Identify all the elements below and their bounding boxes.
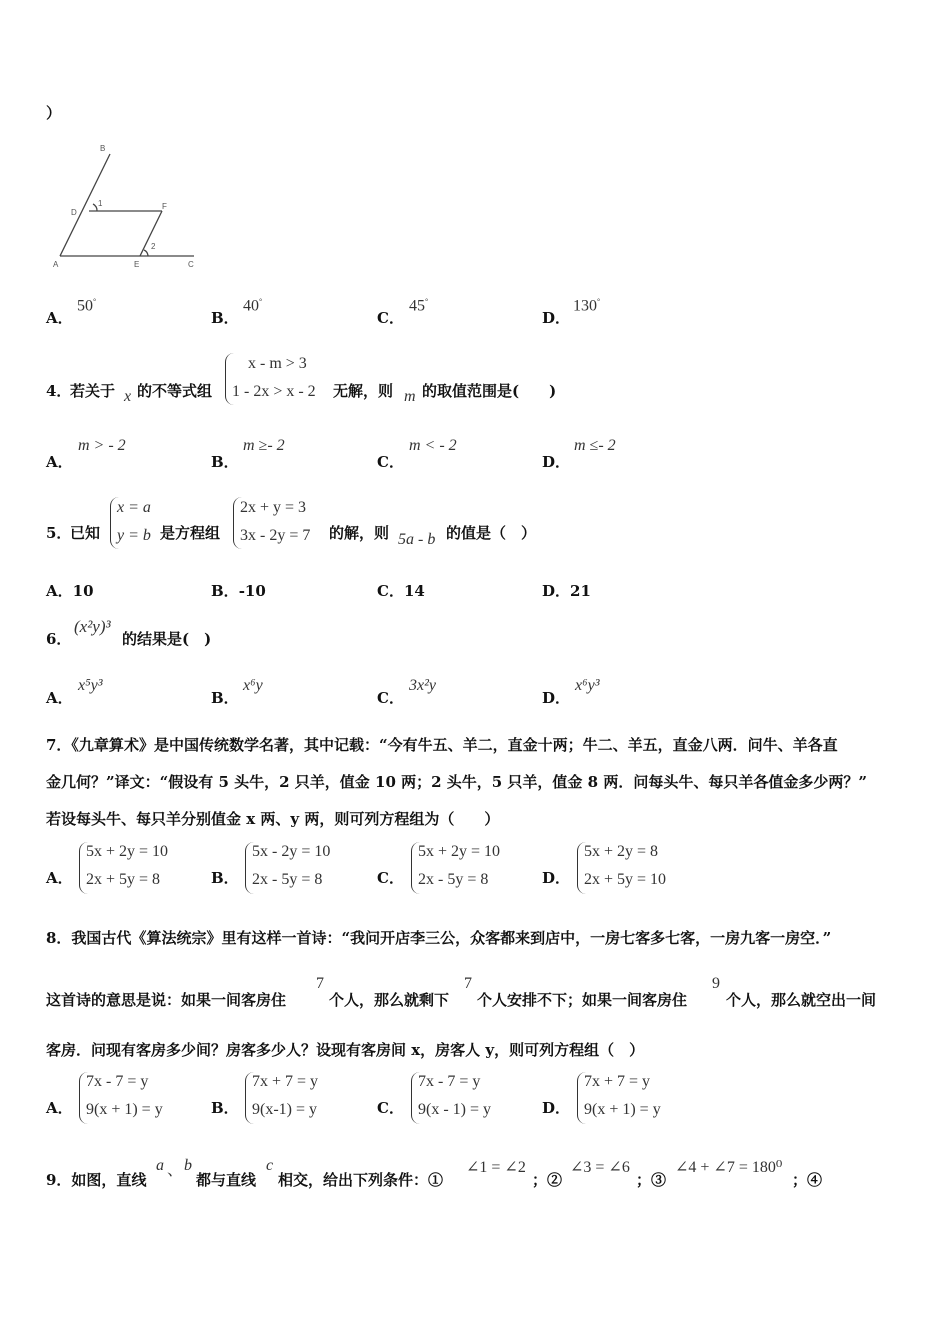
q8-line-2c: 个人安排不下；如果一间客房住 — [477, 991, 688, 1009]
q8-option-c-system: 7x - 7 = y 9(x - 1) = y — [418, 1073, 492, 1118]
q9-text-2: 都与直线 — [196, 1171, 257, 1189]
label-c: C — [188, 260, 194, 269]
q4-option-d[interactable]: D． — [542, 453, 571, 471]
q8-number-7a: 7 — [316, 975, 324, 992]
q9-separator: 、 — [167, 1162, 184, 1179]
q8-line-2a: 这首诗的意思是说：如果一间客房住 — [46, 991, 287, 1009]
label-b: B — [100, 144, 106, 153]
q4-option-c-value: m < - 2 — [409, 437, 457, 454]
q4-var-x: x — [124, 388, 132, 405]
q7-line-1: 7．《九章算术》是中国传统数学名著，其中记载：“今有牛五、羊二，直金十两；牛二、羊五，直金八两．问牛、羊各直 — [46, 736, 838, 754]
q7-line-3: 若设每头牛、每只羊分别值金 x 两、y 两，则可列方程组为（ ） — [46, 810, 500, 828]
q8-line-1: 8．我国古代《算法统宗》里有这样一首诗：“我问开店李三公，众客都来到店中，一房七客多七客，一房九客一房空．” — [46, 929, 832, 947]
q6-number: 6． — [46, 630, 72, 648]
label-2: 2 — [151, 242, 156, 251]
q9-text-1: 9．如图，直线 — [46, 1171, 147, 1189]
q8-option-c[interactable]: C． — [377, 1099, 404, 1117]
q4-option-a[interactable]: A． — [46, 453, 73, 471]
q9-condition-1: ∠1 = ∠2 — [466, 1159, 526, 1176]
q5-text-1: 已知 — [70, 524, 101, 542]
q6-option-c-value: 3x²y — [409, 677, 436, 694]
q7-option-c[interactable]: C． — [377, 869, 404, 887]
q9-var-c: c — [266, 1157, 274, 1174]
label-f: F — [162, 202, 167, 211]
q3-option-a[interactable]: A． — [46, 309, 73, 327]
q4-option-a-value: m > - 2 — [78, 437, 126, 454]
q7-option-c-system: 5x + 2y = 10 2x - 5y = 8 — [418, 843, 501, 888]
q5-option-a[interactable]: A．10 — [46, 582, 94, 600]
q8-option-b-system: 7x + 7 = y 9(x-1) = y — [252, 1073, 319, 1118]
q5-text-3: 的解，则 — [329, 524, 390, 542]
q8-number-7b: 7 — [464, 975, 472, 992]
q5-option-c[interactable]: C．14 — [377, 582, 425, 600]
label-e: E — [134, 260, 140, 269]
q5-text-2: 是方程组 — [160, 524, 221, 542]
question-fragment: ） — [46, 104, 62, 122]
q8-number-9: 9 — [712, 975, 720, 992]
q6-expression: (x²y)³ — [74, 617, 111, 636]
q9-text-4: ；② — [532, 1171, 563, 1189]
q3-option-b[interactable]: B． — [211, 309, 239, 327]
q9-text-6: ；④ — [792, 1171, 823, 1189]
q7-option-b[interactable]: B． — [211, 869, 239, 887]
q5-option-b[interactable]: B．-10 — [211, 582, 266, 600]
q7-option-b-system: 5x - 2y = 10 2x - 5y = 8 — [252, 843, 331, 888]
q7-option-a-system: 5x + 2y = 10 2x + 5y = 8 — [86, 843, 169, 888]
q9-condition-3: ∠4 + ∠7 = 180⁰ — [675, 1159, 783, 1176]
q7-line-2: 金几何？”译文：“假设有 5 头牛，2 只羊，值金 10 两；2 头牛，5 只羊，值金 8 两．问每头牛、每只羊各值金多少两？” — [46, 773, 867, 791]
q6-option-a-value: x⁵y³ — [78, 677, 103, 694]
q4-text-1: 若关于 — [70, 382, 116, 400]
q9-var-a: a — [156, 1157, 164, 1174]
q6-text-1: 的结果是( ) — [122, 630, 212, 648]
q8-option-a[interactable]: A． — [46, 1099, 73, 1117]
q6-option-b[interactable]: B． — [211, 689, 239, 707]
q6-option-c[interactable]: C． — [377, 689, 404, 707]
q5-number: 5． — [46, 524, 72, 542]
q7-option-d-system: 5x + 2y = 8 2x + 5y = 10 — [584, 843, 667, 888]
q9-text-5: ；③ — [636, 1171, 667, 1189]
q8-option-a-system: 7x - 7 = y 9(x + 1) = y — [86, 1073, 163, 1118]
q8-option-d[interactable]: D． — [542, 1099, 571, 1117]
q5-option-d[interactable]: D．21 — [542, 582, 591, 600]
q4-option-c[interactable]: C． — [377, 453, 404, 471]
q6-option-b-value: x⁶y — [243, 677, 263, 694]
q9-var-b: b — [184, 1157, 192, 1174]
q6-option-d[interactable]: D． — [542, 689, 571, 707]
q5-text-4: 的值是（ ） — [446, 524, 537, 542]
q4-text-4: 的取值范围是( ) — [422, 382, 557, 400]
q4-number: 4． — [46, 382, 72, 400]
q6-option-d-value: x⁶y³ — [575, 677, 600, 694]
q3-option-d[interactable]: D． — [542, 309, 571, 327]
q9-condition-2: ∠3 = ∠6 — [570, 1159, 630, 1176]
q3-option-d-value: 130° — [573, 297, 601, 315]
q4-option-d-value: m ≤- 2 — [574, 437, 616, 454]
q8-line-2b: 个人，那么就剩下 — [329, 991, 450, 1009]
q4-option-b[interactable]: B． — [211, 453, 239, 471]
q8-line-2d: 个人，那么就空出一间 — [726, 991, 877, 1009]
q5-system2: 2x + y = 3 3x - 2y = 7 — [240, 499, 311, 544]
label-d: D — [71, 208, 77, 217]
q3-option-c[interactable]: C． — [377, 309, 404, 327]
q6-option-a[interactable]: A． — [46, 689, 73, 707]
q3-option-b-value: 40° — [243, 297, 263, 315]
q7-option-d[interactable]: D． — [542, 869, 571, 887]
q4-var-m: m — [404, 388, 416, 405]
q4-system: x - m > 3 1 - 2x > x - 2 — [232, 355, 316, 400]
label-a: A — [53, 260, 59, 269]
q3-option-c-value: 45° — [409, 297, 429, 315]
q4-text-3: 无解，则 — [333, 382, 394, 400]
q8-option-d-system: 7x + 7 = y 9(x + 1) = y — [584, 1073, 661, 1118]
q8-option-b[interactable]: B． — [211, 1099, 239, 1117]
q4-option-b-value: m ≥- 2 — [243, 437, 285, 454]
q8-line-3: 客房．问现有客房多少间？房客多少人？设现有客房间 x，房客人 y，则可列方程组（ ） — [46, 1041, 645, 1059]
q9-text-3: 相交，给出下列条件：① — [278, 1171, 444, 1189]
q5-expression: 5a - b — [398, 531, 436, 548]
q5-system1: x = a y = b — [117, 499, 151, 544]
label-1: 1 — [98, 199, 103, 208]
q7-option-a[interactable]: A． — [46, 869, 73, 887]
q4-text-2: 的不等式组 — [137, 382, 213, 400]
q3-option-a-value: 50° — [77, 297, 97, 315]
parallelogram-figure — [52, 140, 202, 272]
